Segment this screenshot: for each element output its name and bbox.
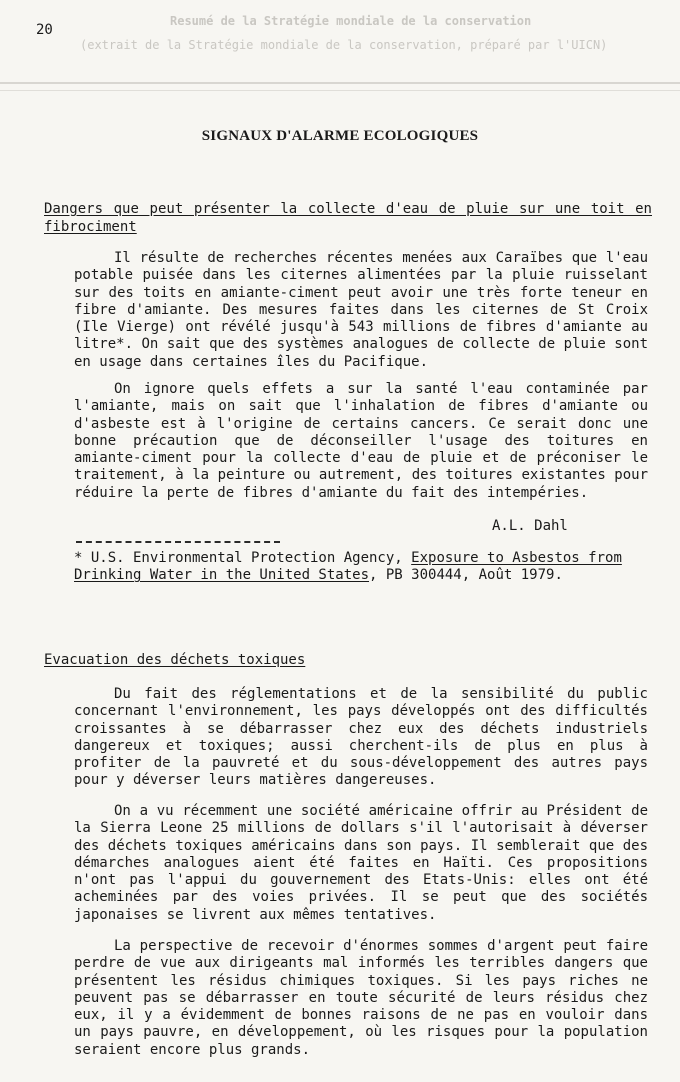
page-number: 20 xyxy=(36,22,53,38)
paragraph-text: Il résulte de recherches récentes menées aux Caraïbes que l'eau potable puisée dans les citernes alimentées par la pluie ruisselant sur des toits en amiante-ciment peut avoir une très forte teneur en fibre d'amiante. Des mesures faites dans les citernes de St Croix (Ile Vierge) ont révélé jusqu'à 543 millions de fibres d'amiante au litre*. On sait que des systèmes analogues de collecte de pluie sont en usage dans certaines îles du Pacifique. xyxy=(74,250,648,370)
paragraph xyxy=(74,381,648,502)
page-title: SIGNAUX D'ALARME ECOLOGIQUES xyxy=(201,128,479,144)
paragraph-text: Du fait des réglementations et de la sensibilité du public concernant l'environnement, les pays développés ont des difficultés croissantes à se débarrasser chez eux des déchets industriels dangereux et toxiques; aussi cherchent-ils de plus en plus à profiter de la pauvreté et du sous-développement des autres pays pour y déverser leurs matières dangereuses. xyxy=(74,686,648,789)
bleed-through-line-1: Resumé de la Stratégie mondiale de la conservation xyxy=(170,14,532,28)
paragraph xyxy=(74,250,648,371)
bleed-through-rule xyxy=(0,82,680,84)
paragraph xyxy=(74,803,648,924)
section-heading-toxic-waste: Evacuation des déchets toxiques xyxy=(44,652,306,668)
bleed-through-rule-secondary xyxy=(0,90,680,91)
paragraph xyxy=(74,938,648,1059)
footnote-divider xyxy=(76,541,280,543)
paragraph-text: On ignore quels effets a sur la santé l'eau contaminée par l'amiante, mais on sait que l'inhalation de fibres d'amiante ou d'asbeste est à l'origine de certains cancers. Ce serait donc une bonne précaution que de déconseiller l'usage des toitures en amiante-ciment pour la collecte d'eau de pluie et de préconiser le traitement, à la peinture ou autrement, des toitures existantes pour réduire la perte de fibres d'amiante du fait des intempéries. xyxy=(74,381,648,501)
section-heading-rainwater: Dangers que peut présenter la collecte d'eau de pluie sur une toit en fibrociment xyxy=(44,201,652,235)
footnote-prefix: * U.S. Environmental Protection Agency, xyxy=(74,550,412,566)
footnote-suffix: , PB 300444, Août 1979. xyxy=(369,567,563,584)
bleed-through-line-2: (extrait de la Stratégie mondiale de la conservation, préparé par l'UICN) xyxy=(80,38,608,52)
paragraph xyxy=(74,686,648,790)
paragraph-text: On a vu récemment une société américaine offrir au Président de la Sierra Leone 25 millions de dollars s'il l'autorisait à déverser des déchets toxiques américains dans son pays. Il semblerait que des démarches analogues aient été faites en Haïti. Ces propositions n'ont pas l'appui du gouvernement des Etats-Unis: elles ont été acheminées par des voies privées. Il se peut que des sociétés japonaises se livrent aux mêmes tentatives. xyxy=(74,803,648,923)
footnote-title: Exposure to Asbestos from Drinking Water in the United States xyxy=(74,550,622,584)
author-signature: A.L. Dahl xyxy=(492,518,568,534)
paragraph-text: La perspective de recevoir d'énormes sommes d'argent peut faire perdre de vue aux dirigeants mal informés les terribles dangers que présentent les résidus chimiques toxiques. Si les pays riches ne peuvent pas se débarrasser en toute sécurité de leurs résidus chez eux, il y a évidemment de bonnes raisons de ne pas en vouloir dans un pays pauvre, en développement, où les risques pour la population seraient encore plus grands. xyxy=(74,938,648,1058)
footnote xyxy=(74,550,650,585)
